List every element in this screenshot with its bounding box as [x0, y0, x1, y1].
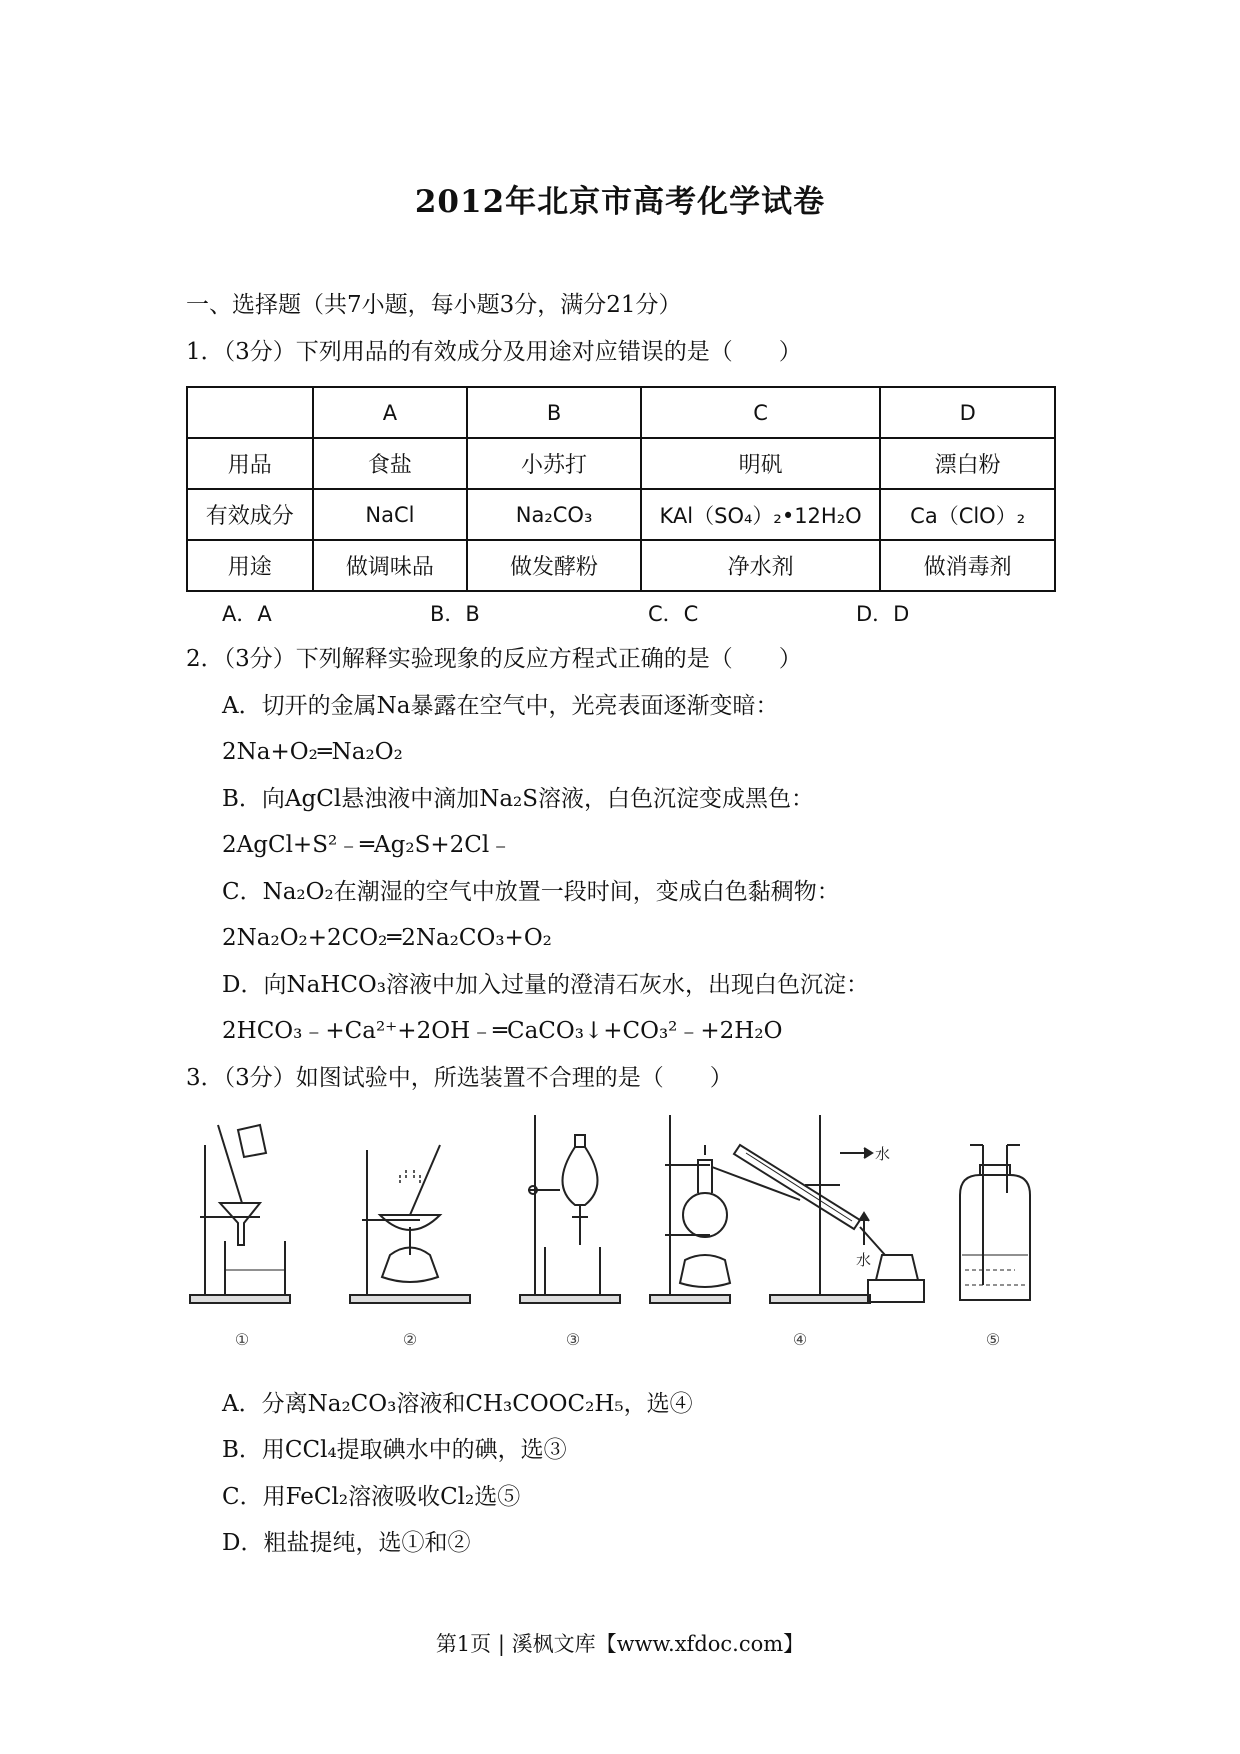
table-cell: 用途: [187, 540, 313, 591]
table-cell: 做调味品: [313, 540, 468, 591]
question-3-option-c: C．用FeCl₂溶液吸收Cl₂选⑤: [222, 1484, 521, 1510]
table-cell: [187, 387, 313, 438]
table-cell: 净水剂: [641, 540, 880, 591]
question-3-option-b: B．用CCl₄提取碘水中的碘，选③: [222, 1437, 567, 1463]
figure-label-4: ④: [792, 1330, 808, 1349]
table-cell: C: [641, 387, 880, 438]
figure-label-2: ②: [402, 1330, 418, 1349]
figure-label-3: ③: [565, 1330, 581, 1349]
question-3-stem: 3．（3分）如图试验中，所选装置不合理的是（ ）: [186, 1065, 733, 1091]
figure-label-5: ⑤: [985, 1330, 1001, 1349]
apparatus-4-distillation: [650, 1115, 924, 1303]
apparatus-figure: [180, 1105, 1060, 1355]
water-inlet-label: 水: [856, 1251, 872, 1269]
table-cell: B: [467, 387, 641, 438]
table-cell: 明矾: [641, 438, 880, 489]
table-cell: Na₂CO₃: [467, 489, 641, 540]
question-2-equation-a: 2Na+O₂═Na₂O₂: [222, 739, 403, 765]
figure-label-1: ①: [234, 1330, 250, 1349]
question-2-option-c: C．Na₂O₂在潮湿的空气中放置一段时间，变成白色黏稠物：: [222, 879, 840, 905]
question-1-option-c: C．C: [648, 602, 699, 626]
table-cell: 漂白粉: [880, 438, 1055, 489]
apparatus-2-evaporation: [350, 1145, 470, 1303]
question-2-option-d: D．向NaHCO₃溶液中加入过量的澄清石灰水，出现白色沉淀：: [222, 972, 870, 998]
table-cell: Ca（ClO）₂: [880, 489, 1055, 540]
table-cell: KAl（SO₄）₂•12H₂O: [641, 489, 880, 540]
table-row: [187, 540, 1055, 591]
page-footer: 第1页 | 溪枫文库【www.xfdoc.com】: [435, 1632, 805, 1656]
table-cell: A: [313, 387, 468, 438]
question-2-equation-b: 2AgCl+S²﹣═Ag₂S+2Cl﹣: [222, 832, 513, 858]
question-1-option-b: B．B: [430, 602, 480, 626]
section-heading: 一、选择题（共7小题，每小题3分，满分21分）: [186, 292, 682, 318]
question-2-stem: 2．（3分）下列解释实验现象的反应方程式正确的是（ ）: [186, 646, 802, 672]
table-cell: D: [880, 387, 1055, 438]
question-3-option-a: A．分离Na₂CO₃溶液和CH₃COOC₂H₅，选④: [222, 1391, 693, 1417]
table-cell: NaCl: [313, 489, 468, 540]
apparatus-1-filtration: [190, 1125, 290, 1303]
table-row: [187, 438, 1055, 489]
question-1-table: [186, 386, 1056, 592]
question-2-option-b: B．向AgCl悬浊液中滴加Na₂S溶液，白色沉淀变成黑色：: [222, 786, 815, 812]
table-cell: 小苏打: [467, 438, 641, 489]
question-2-equation-c: 2Na₂O₂+2CO₂═2Na₂CO₃+O₂: [222, 925, 552, 951]
question-1-option-a: A．A: [222, 602, 272, 626]
question-1-option-d: D．D: [856, 602, 910, 626]
table-row: [187, 489, 1055, 540]
table-cell: 做发酵粉: [467, 540, 641, 591]
table-row: [187, 387, 1055, 438]
question-3-option-d: D．粗盐提纯，选①和②: [222, 1530, 471, 1556]
apparatus-3-separatory-funnel: [520, 1115, 620, 1303]
table-cell: 食盐: [313, 438, 468, 489]
question-2-equation-d: 2HCO₃﹣+Ca²⁺+2OH﹣═CaCO₃↓+CO₃²﹣+2H₂O: [222, 1018, 783, 1044]
table-cell: 用品: [187, 438, 313, 489]
question-2-option-a: A．切开的金属Na暴露在空气中，光亮表面逐渐变暗：: [222, 693, 779, 719]
question-1-stem: 1．（3分）下列用品的有效成分及用途对应错误的是（ ）: [186, 339, 802, 365]
page-title: 2012年北京市高考化学试卷: [414, 184, 826, 220]
table-cell: 做消毒剂: [880, 540, 1055, 591]
water-outlet-label: 水: [875, 1145, 891, 1163]
apparatus-5-gas-washing-bottle: [960, 1145, 1030, 1300]
table-cell: 有效成分: [187, 489, 313, 540]
